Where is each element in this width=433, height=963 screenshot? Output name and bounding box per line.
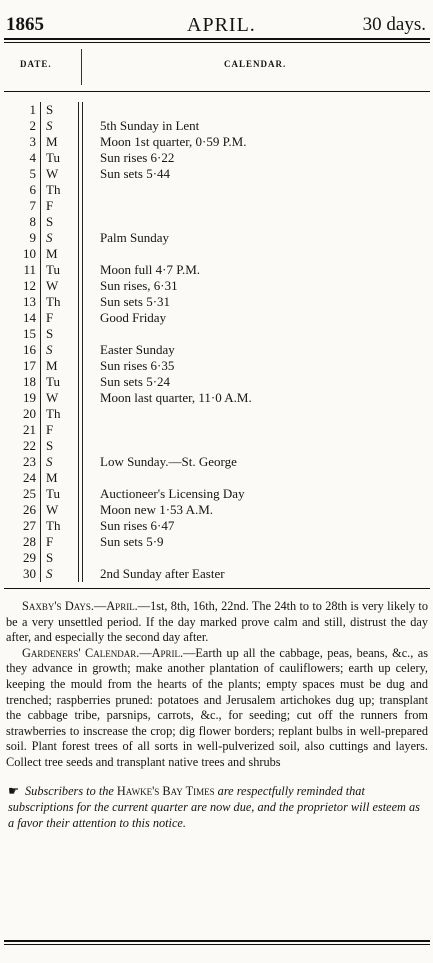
- weekday: M: [46, 470, 58, 485]
- saxby-paragraph: [6, 599, 428, 646]
- calendar-event: Sun rises, 6·31: [100, 278, 178, 293]
- day-number: 13: [23, 294, 36, 309]
- day-number: 5: [29, 166, 36, 181]
- calendar-table: [4, 102, 430, 582]
- weekday: F: [46, 422, 54, 437]
- weekday: M: [46, 358, 58, 373]
- gardeners-text: —Earth up all the cabbage, peas, beans, &c., as they advance in growth; make another plantation of cauliflowers; earth up celery, keeping the mould from the hearts of the plants; empty spaces must be dug and trenched; raspberries pruned: potatoes and Jerusalem artichokes dug up; transplant the cabbage tribe, parsnips, carrots, &c., for seeding; cut off the runners from strawberries to inscrease the crop; dig flower borders; replant bulbs in well-prepared soil. Plant forest trees of all sorts in well-pulverized soil, also cuttings and layers. Collect tree seeds and transplant native trees and shrubs: [6, 645, 429, 769]
- column-headers: [4, 43, 430, 91]
- weekday: S: [46, 454, 53, 469]
- day-number: 1: [29, 102, 36, 117]
- weekday: W: [46, 166, 59, 181]
- calendar-event: Auctioneer's Licensing Day: [100, 486, 245, 501]
- pointing-hand-icon: ☛: [8, 783, 20, 798]
- almanac-page: [4, 4, 430, 831]
- weekday: F: [46, 534, 54, 549]
- calendar-row: [4, 310, 430, 326]
- weekday: Th: [46, 518, 61, 533]
- day-number: 6: [29, 182, 36, 197]
- calendar-event: Good Friday: [100, 310, 167, 325]
- day-number: 14: [23, 310, 36, 325]
- year-label: 1865: [6, 14, 44, 35]
- weekday: Th: [46, 294, 61, 309]
- gardeners-paragraph: [6, 646, 428, 771]
- date-column-header: DATE.: [20, 59, 52, 69]
- calendar-column-header: CALENDAR.: [224, 59, 287, 69]
- day-number: 3: [29, 134, 36, 149]
- day-number: 29: [23, 550, 36, 565]
- calendar-event: Sun rises 6·35: [100, 358, 175, 373]
- weekday: S: [46, 550, 54, 565]
- calendar-event: Sun rises 6·47: [100, 518, 175, 533]
- weekday: S: [46, 326, 54, 341]
- day-number: 28: [23, 534, 36, 549]
- calendar-row: [4, 374, 430, 390]
- day-number: 12: [23, 278, 36, 293]
- calendar-row: [4, 566, 430, 582]
- calendar-row: [4, 166, 430, 182]
- calendar-row: [4, 422, 430, 438]
- calendar-event: Sun sets 5·9: [100, 534, 164, 549]
- weekday: S: [46, 342, 53, 357]
- calendar-row: [4, 438, 430, 454]
- weekday: S: [46, 102, 54, 117]
- weekday: S: [46, 438, 54, 453]
- day-number: 21: [23, 422, 36, 437]
- calendar-row: [4, 358, 430, 374]
- notice-text-after: are respectfully reminded that subscriptions for the current quarter are now due, and the proprietor will esteem as a favor their attention to this notice.: [8, 783, 420, 830]
- weekday: F: [46, 310, 54, 325]
- weekday: Tu: [46, 150, 60, 165]
- weekday: W: [46, 502, 59, 517]
- day-number: 19: [23, 390, 36, 405]
- calendar-row: [4, 534, 430, 550]
- calendar-row: [4, 102, 430, 118]
- day-number: 25: [23, 486, 36, 501]
- weekday: W: [46, 278, 59, 293]
- weekday: S: [46, 230, 53, 245]
- calendar-row: [4, 118, 430, 134]
- gardeners-heading: Gardeners' Calendar.—April.: [22, 645, 184, 660]
- day-number: 30: [23, 566, 36, 581]
- day-number: 20: [23, 406, 36, 421]
- weekday: Tu: [46, 262, 60, 277]
- calendar-row: [4, 342, 430, 358]
- table-bottom-rule: [4, 588, 430, 589]
- bottom-rule: [4, 940, 430, 945]
- saxby-heading: Saxby's Days.—April.: [22, 599, 138, 613]
- day-number: 22: [23, 438, 36, 453]
- day-number: 15: [23, 326, 36, 341]
- day-number: 26: [23, 502, 36, 517]
- notes-section: [4, 595, 430, 771]
- weekday: Th: [46, 182, 61, 197]
- column-divider: [81, 49, 82, 85]
- weekday: S: [46, 118, 53, 133]
- days-count: 30 days.: [362, 14, 426, 35]
- calendar-row: [4, 230, 430, 246]
- weekday: Tu: [46, 374, 60, 389]
- calendar-row: [4, 214, 430, 230]
- calendar-row: [4, 518, 430, 534]
- day-number: 9: [29, 230, 36, 245]
- weekday: W: [46, 390, 59, 405]
- weekday: Tu: [46, 486, 60, 501]
- notice-text-before: Subscribers to the: [25, 783, 117, 798]
- day-number: 27: [23, 518, 36, 533]
- calendar-row: [4, 134, 430, 150]
- calendar-event: Low Sunday.—St. George: [100, 454, 237, 469]
- calendar-row: [4, 470, 430, 486]
- calendar-event: Sun sets 5·24: [100, 374, 171, 389]
- calendar-row: [4, 150, 430, 166]
- calendar-row: [4, 502, 430, 518]
- weekday: Th: [46, 406, 61, 421]
- day-number: 17: [23, 358, 36, 373]
- table-top-rule: [4, 91, 430, 92]
- calendar-event: Moon 1st quarter, 0·59 P.M.: [100, 134, 247, 149]
- calendar-row: [4, 278, 430, 294]
- day-number: 10: [23, 246, 36, 261]
- day-number: 4: [29, 150, 36, 165]
- calendar-event: 5th Sunday in Lent: [100, 118, 200, 133]
- weekday: S: [46, 214, 54, 229]
- calendar-row: [4, 182, 430, 198]
- calendar-event: 2nd Sunday after Easter: [100, 566, 225, 581]
- weekday: M: [46, 134, 58, 149]
- weekday: F: [46, 198, 54, 213]
- calendar-event: Moon last quarter, 11·0 A.M.: [100, 390, 252, 405]
- calendar-event: Moon new 1·53 A.M.: [100, 502, 214, 517]
- month-title: APRIL.: [187, 14, 256, 36]
- day-number: 16: [23, 342, 36, 357]
- calendar-row: [4, 406, 430, 422]
- paper-name: Hawke's Bay Times: [116, 783, 215, 798]
- calendar-row: [4, 454, 430, 470]
- calendar-row: [4, 486, 430, 502]
- weekday: S: [46, 566, 53, 581]
- calendar-event: Easter Sunday: [100, 342, 175, 357]
- calendar-row: [4, 262, 430, 278]
- calendar-event: Sun sets 5·44: [100, 166, 171, 181]
- calendar-row: [4, 326, 430, 342]
- day-number: 11: [23, 262, 36, 277]
- calendar-row: [4, 550, 430, 566]
- calendar-event: Palm Sunday: [100, 230, 169, 245]
- calendar-event: Sun rises 6·22: [100, 150, 175, 165]
- day-number: 23: [23, 454, 36, 469]
- calendar-event: Moon full 4·7 P.M.: [100, 262, 201, 277]
- calendar-row: [4, 198, 430, 214]
- calendar-row: [4, 246, 430, 262]
- saxby-text: —1st, 8th, 16th, 22nd. The 24th to to 28th is very likely to be a very unsettled period. If the day marked prove calm and still, distrust the day after, and especially the second day after.: [6, 599, 428, 645]
- calendar-row: [4, 390, 430, 406]
- weekday: M: [46, 246, 58, 261]
- calendar-row: [4, 294, 430, 310]
- day-number: 7: [29, 198, 36, 213]
- day-number: 18: [23, 374, 36, 389]
- subscription-notice: [4, 783, 430, 831]
- day-number: 2: [29, 118, 36, 133]
- day-number: 24: [23, 470, 36, 485]
- page-header: [4, 4, 430, 38]
- day-number: 8: [29, 214, 36, 229]
- calendar-event: Sun sets 5·31: [100, 294, 171, 309]
